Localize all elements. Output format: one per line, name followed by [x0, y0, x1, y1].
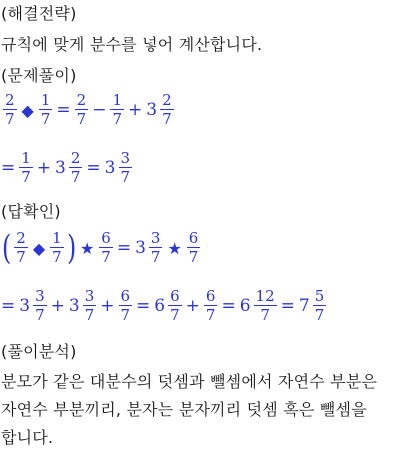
fraction: $\frac{2}{7}$: [70, 149, 81, 186]
analysis-line-2: 자연수 부분끼리, 분자는 분자끼리 덧셈 혹은 뺄셈을: [1, 400, 367, 419]
fraction: $\frac{3}{7}$: [84, 287, 95, 324]
analysis-line-3: 합니다.: [1, 428, 54, 447]
fraction: $\frac{1}{7}$: [112, 91, 122, 128]
fraction: $\frac{6}{7}$: [120, 287, 131, 324]
equals-sign: =: [1, 158, 16, 178]
equation-line-1: [1, 88, 176, 132]
fraction: $\frac{1}{7}$: [21, 149, 31, 186]
right-paren: ): [66, 228, 76, 268]
whole-number: 3: [68, 296, 80, 316]
whole-number: 3: [135, 238, 146, 258]
whole-number: 3: [104, 158, 116, 178]
equation-line-4: [1, 284, 328, 328]
whole-number: 6: [154, 296, 166, 316]
diamond-operator-icon: ◆: [21, 100, 34, 120]
strategy-heading: (해결전략): [1, 4, 77, 23]
whole-number: 3: [19, 296, 31, 316]
plus-sign: +: [185, 296, 200, 316]
star-operator-icon: ★: [79, 238, 95, 258]
strategy-text: 규칙에 맞게 분수를 넣어 계산합니다.: [1, 35, 263, 54]
fraction: $\frac{6}{7}$: [188, 229, 199, 266]
fraction: $\frac{2}{7}$: [76, 91, 87, 128]
whole-number: 3: [55, 158, 66, 178]
fraction: $\frac{3}{7}$: [120, 149, 131, 186]
equals-sign: =: [116, 238, 132, 258]
whole-number: 3: [146, 100, 158, 120]
minus-sign: −: [92, 100, 107, 120]
fraction: $\frac{6}{7}$: [170, 287, 180, 324]
plus-sign: +: [50, 296, 65, 316]
fraction: $\frac{3}{7}$: [150, 229, 161, 266]
plus-sign: +: [36, 158, 52, 178]
plus-sign: +: [128, 100, 143, 120]
check-heading: (답확인): [1, 202, 61, 221]
equals-sign: =: [280, 296, 295, 316]
plus-sign: +: [100, 296, 115, 316]
fraction: $\frac{3}{7}$: [35, 287, 45, 324]
fraction: $\frac{6}{7}$: [205, 287, 216, 324]
equals-sign: =: [86, 158, 101, 178]
analysis-line-1: 분모가 같은 대분수의 덧셈과 뺄셈에서 자연수 부분은: [1, 372, 378, 391]
equals-sign: =: [56, 100, 71, 120]
analysis-heading: (풀이분석): [1, 342, 77, 361]
equation-line-3: [1, 226, 202, 270]
diamond-operator-icon: ◆: [32, 238, 46, 258]
fraction: $\frac{2}{7}$: [16, 229, 26, 266]
fraction: $\frac{12}{7}$: [255, 287, 275, 324]
whole-number: 7: [298, 296, 310, 316]
equals-sign: =: [136, 296, 151, 316]
fraction: $\frac{5}{7}$: [314, 287, 325, 324]
equals-sign: =: [1, 296, 16, 316]
star-operator-icon: ★: [167, 238, 182, 258]
fraction: $\frac{1}{7}$: [52, 229, 62, 266]
solution-heading: (문제풀이): [1, 66, 77, 85]
equals-sign: =: [221, 296, 236, 316]
left-paren: (: [1, 228, 12, 268]
fraction: $\frac{2}{7}$: [162, 91, 172, 128]
fraction: $\frac{6}{7}$: [101, 229, 111, 266]
fraction: $\frac{2}{7}$: [5, 91, 15, 128]
fraction: $\frac{1}{7}$: [40, 91, 51, 128]
whole-number: 6: [239, 296, 251, 316]
equation-line-2: [1, 146, 134, 190]
